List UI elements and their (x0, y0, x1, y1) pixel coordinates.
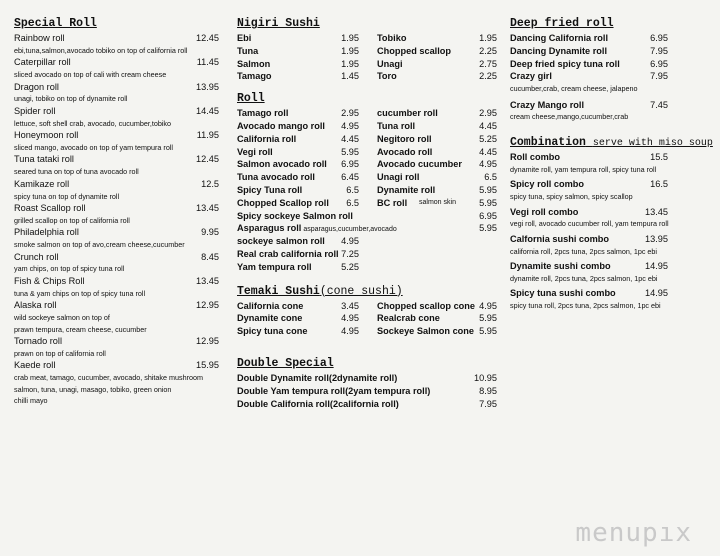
menu-item (14, 32, 224, 45)
item-name: Unagi (377, 58, 403, 69)
menu-item (510, 233, 670, 246)
roll-row (237, 248, 499, 261)
nigiri-row (237, 70, 499, 83)
temaki-row (237, 312, 499, 325)
item-name: Yam tempura roll (237, 261, 312, 272)
item-name: Salmon avocado roll (237, 159, 327, 170)
item-name: Double Dynamite roll(2dynamite roll) (237, 372, 398, 383)
item-name: cucumber roll (377, 108, 438, 119)
menu-item (14, 226, 224, 239)
item-name: Negitoro roll (377, 133, 432, 144)
item-name: Dragon roll (14, 81, 59, 92)
item-name: Spicy sockeye Salmon roll (237, 210, 353, 221)
item-name: Chopped scallop cone (377, 300, 476, 311)
menu-item (14, 153, 224, 166)
item-name: Caterpillar roll (14, 57, 71, 68)
item-tag: salmon skin (419, 198, 456, 206)
item-name: Salmon (237, 58, 271, 69)
item-name: Crazy girl (510, 71, 552, 82)
item-price: 6.5 (484, 172, 497, 183)
menupix-watermark: menupıx (575, 518, 692, 548)
combination-heading (510, 135, 713, 151)
menu-item (237, 398, 499, 411)
item-price: 14.95 (645, 288, 668, 299)
double-special-heading: Double Special (237, 356, 334, 370)
combination-list (510, 151, 670, 315)
item-price: 5.95 (479, 313, 497, 324)
item-description: cream cheese,mango,cucumber,crab (510, 112, 629, 122)
item-name: Tuna avocado roll (237, 172, 315, 183)
item-description: california roll, 2pcs tuna, 2pcs salmon, 1pc ebi (510, 246, 658, 256)
temaki-paren: (cone sushi) (319, 284, 403, 298)
menu-item (14, 202, 224, 215)
item-price: 4.45 (341, 133, 359, 144)
item-price: 2.95 (341, 108, 359, 119)
item-name: Spider roll (14, 105, 56, 116)
item-name: Roast Scallop roll (14, 203, 86, 214)
temaki-title: Temaki Sushi (237, 284, 320, 298)
combination-subtitle: serve with miso soup (592, 137, 713, 149)
item-name: California roll (237, 133, 297, 144)
item-name: Roll combo (510, 151, 561, 162)
temaki-list (237, 300, 499, 338)
item-price: 9.95 (201, 227, 219, 238)
menu-item (14, 178, 224, 191)
item-price: 12.5 (201, 178, 219, 189)
item-name: Tornado roll (14, 336, 63, 347)
item-description: sliced mango, avocado on top of yam tempura roll (14, 142, 174, 152)
menu-item (14, 299, 224, 312)
item-description: cucumber,crab, cream cheese, jalapeno (510, 84, 638, 94)
roll-row (237, 158, 499, 171)
item-price: 15.95 (196, 360, 219, 371)
double-special-list (237, 372, 499, 410)
temaki-heading (237, 284, 499, 300)
item-name: Rainbow roll (14, 33, 65, 43)
item-name: Spicy tuna cone (237, 326, 308, 337)
temaki-row (237, 325, 499, 338)
item-name: California cone (237, 300, 304, 311)
menu-item (510, 70, 670, 83)
menu-item (14, 251, 224, 264)
item-name: Dancing California roll (510, 33, 609, 43)
item-price: 8.95 (479, 385, 497, 396)
item-price: 5.95 (479, 326, 497, 337)
item-price: 4.95 (341, 236, 359, 247)
item-price: 8.45 (201, 251, 219, 262)
roll-list (237, 107, 499, 273)
item-description: spicy tuna, spicy salmon, spicy scallop (510, 192, 633, 202)
item-description: salmon, tuna, unagi, masago, tobiko, green onion (14, 384, 172, 394)
item-price: 7.25 (341, 248, 359, 259)
roll-row (237, 184, 499, 197)
item-price: 5.95 (479, 223, 497, 234)
item-name: Vegi roll combo (510, 206, 579, 217)
item-price: 2.25 (479, 45, 497, 56)
nigiri-list (237, 32, 499, 83)
temaki-row (237, 300, 499, 313)
special-roll-section (14, 16, 224, 407)
item-description: ebi,tuna,salmon,avocado tobiko on top of california roll (14, 45, 188, 55)
item-price: 2.75 (479, 58, 497, 69)
item-name: Chopped scallop (377, 45, 452, 56)
item-description: smoke salmon on top of avo,cream cheese,cucumber (14, 240, 185, 250)
item-name: Calfornia sushi combo (510, 233, 610, 244)
item-price: 4.95 (341, 313, 359, 324)
spacer (510, 312, 670, 315)
item-price: 7.95 (479, 398, 497, 409)
item-description: yam chips, on top of spicy tuna roll (14, 264, 125, 274)
item-name: Tamago (237, 71, 272, 82)
item-name: Vegi roll (237, 146, 273, 157)
menu-item (14, 105, 224, 118)
item-price: 4.95 (479, 300, 497, 311)
item-name: Alaska roll (14, 300, 57, 311)
item-description: crab meat, tamago, cucumber, avocado, shitake mushroom (14, 373, 203, 383)
item-description: dynamite roll, 2pcs tuna, 2pcs salmon, 1pc ebi (510, 273, 658, 283)
menu-item (510, 32, 670, 45)
item-description: spicy tuna on top of dynamite roll (14, 191, 120, 201)
item-price: 6.95 (650, 58, 668, 69)
item-name: Spicy roll combo (510, 179, 585, 190)
item-name: Double Yam tempura roll(2yam tempura roll) (237, 385, 431, 396)
menu-item (510, 287, 670, 300)
item-name: Asparagus roll (237, 223, 302, 234)
item-name: Real crab california roll (237, 248, 339, 259)
item-price: 7.45 (650, 99, 668, 110)
item-name: sockeye salmon roll (237, 236, 325, 247)
item-price: 12.95 (196, 336, 219, 347)
nigiri-row (237, 45, 499, 58)
nigiri-row (237, 32, 499, 45)
item-price: 13.45 (645, 206, 668, 217)
menu-item (510, 99, 670, 112)
menu-item (237, 385, 499, 398)
item-price: 10.95 (474, 372, 497, 383)
right-section (510, 16, 713, 315)
item-description: vegi roll, avocado cucumber roll, yam tempura roll (510, 219, 669, 229)
roll-row (237, 222, 499, 235)
roll-row (237, 120, 499, 133)
item-name: Avocado cucumber (377, 159, 462, 170)
special-roll-heading: Special Roll (14, 17, 97, 30)
item-name: Dynamite sushi combo (510, 261, 611, 272)
deep-fried-list (510, 32, 670, 127)
roll-row (237, 210, 499, 223)
roll-row (237, 171, 499, 184)
item-price: 12.95 (196, 300, 219, 311)
item-name: Dancing Dynamite roll (510, 45, 607, 56)
item-name: Crunch roll (14, 251, 59, 262)
item-name: Honeymoon roll (14, 130, 79, 141)
nigiri-row (237, 58, 499, 71)
special-roll-list (14, 32, 224, 407)
item-name: Chopped Scallop roll (237, 197, 329, 208)
menu-item (14, 81, 224, 94)
menu-item (14, 129, 224, 142)
item-price: 4.95 (479, 159, 497, 170)
item-description: spicy tuna roll, 2pcs tuna, 2pcs salmon, 1pc ebi (510, 301, 661, 311)
item-name: Philadelphia roll (14, 227, 79, 238)
item-price: 13.45 (196, 275, 219, 286)
item-name: BC roll (377, 197, 408, 208)
roll-row (237, 107, 499, 120)
item-price: 15.5 (650, 151, 668, 162)
item-price: 14.45 (196, 105, 219, 116)
item-name: Tuna tataki roll (14, 154, 74, 165)
item-price: 6.95 (341, 159, 359, 170)
item-price: 12.45 (196, 154, 219, 165)
menu-item (510, 58, 670, 71)
item-name: Realcrab cone (377, 313, 440, 324)
item-price: 4.45 (479, 146, 497, 157)
menu-item (510, 178, 670, 191)
item-price: 5.95 (479, 184, 497, 195)
menu-item (510, 151, 670, 164)
item-name: Spicy Tuna roll (237, 184, 303, 195)
roll-row (237, 197, 499, 210)
menu-item (14, 359, 224, 372)
item-price: 5.95 (479, 197, 497, 208)
item-description: lettuce, soft shell crab, avocado, cucumber,tobiko (14, 118, 172, 128)
item-price: 16.5 (650, 179, 668, 190)
item-price: 1.95 (341, 58, 359, 69)
menu-item (510, 45, 670, 58)
item-name: Deep fried spicy tuna roll (510, 58, 620, 69)
menu-item (14, 335, 224, 348)
roll-row (237, 133, 499, 146)
item-price: 4.45 (479, 120, 497, 131)
item-name: Tuna (237, 45, 259, 56)
item-name: Kaede roll (14, 360, 56, 371)
item-price: 6.95 (479, 210, 497, 221)
item-name: Ebi (237, 33, 252, 43)
item-price: 1.95 (479, 33, 497, 43)
menu-item (14, 56, 224, 69)
item-description: grilled scallop on top of california roll (14, 215, 130, 225)
menu-item (14, 275, 224, 288)
item-description: dynamite roll, yam tempura roll, spicy tuna roll (510, 164, 657, 174)
item-price: 6.45 (341, 172, 359, 183)
item-price: 11.45 (196, 57, 219, 68)
item-tag: asparagus,cucumber,avocado (303, 226, 397, 234)
item-name: Avocado roll (377, 146, 433, 157)
item-price: 13.95 (196, 81, 219, 92)
item-price: 4.95 (341, 120, 359, 131)
item-description: tuna & yam chips on top of spicy tuna roll (14, 288, 146, 298)
item-name: Tobiko (377, 33, 407, 43)
item-price: 3.45 (341, 300, 359, 311)
item-description: seared tuna on top of tuna avocado roll (14, 167, 139, 177)
menu-item (237, 372, 499, 385)
item-price: 5.25 (479, 133, 497, 144)
deep-fried-heading: Deep fried roll (510, 17, 614, 30)
item-description: sliced avocado on top of cali with cream cheese (14, 70, 167, 80)
item-price: 6.5 (346, 197, 359, 208)
nigiri-heading: Nigiri Sushi (237, 17, 320, 30)
item-price: 1.45 (341, 71, 359, 82)
roll-row (237, 235, 499, 248)
item-price: 7.95 (650, 71, 668, 82)
item-description: unagi, tobiko on top of dynamite roll (14, 94, 128, 104)
item-price: 13.45 (196, 203, 219, 214)
roll-heading: Roll (237, 92, 265, 106)
item-name: Double California roll(2california roll) (237, 398, 399, 409)
menu-item (510, 206, 670, 219)
item-name: Toro (377, 71, 397, 82)
item-price: 2.25 (479, 71, 497, 82)
item-description: prawn on top of california roll (14, 348, 106, 358)
item-name: Avocado mango roll (237, 120, 325, 131)
item-description: chilli mayo (14, 396, 48, 406)
item-price: 5.25 (341, 261, 359, 272)
item-price: 2.95 (479, 108, 497, 119)
item-price: 14.95 (645, 261, 668, 272)
item-name: Crazy Mango roll (510, 99, 585, 110)
item-price: 12.45 (196, 33, 219, 43)
item-description: wild sockeye salmon on top of (14, 313, 110, 323)
item-name: Tuna roll (377, 120, 416, 131)
item-price: 11.95 (196, 130, 219, 141)
roll-row (237, 146, 499, 159)
item-description: prawn tempura, cream cheese, cucumber (14, 324, 147, 334)
item-price: 13.95 (645, 233, 668, 244)
item-name: Spicy tuna sushi combo (510, 288, 616, 299)
item-price: 4.95 (341, 326, 359, 337)
item-name: Dynamite roll (377, 184, 436, 195)
item-price: 1.95 (341, 33, 359, 43)
item-name: Tamago roll (237, 108, 289, 119)
item-price: 7.95 (650, 45, 668, 56)
item-name: Fish & Chips Roll (14, 275, 85, 286)
item-price: 5.95 (341, 146, 359, 157)
combination-title: Combination (510, 135, 586, 149)
item-name: Sockeye Salmon cone (377, 326, 475, 337)
item-name: Kamikaze roll (14, 178, 70, 189)
middle-section (237, 16, 499, 410)
item-name: Dynamite cone (237, 313, 303, 324)
item-name: Unagi roll (377, 172, 420, 183)
item-price: 6.95 (650, 33, 668, 43)
roll-row (237, 261, 499, 274)
item-price: 6.5 (346, 184, 359, 195)
menu-item (510, 260, 670, 273)
item-price: 1.95 (341, 45, 359, 56)
